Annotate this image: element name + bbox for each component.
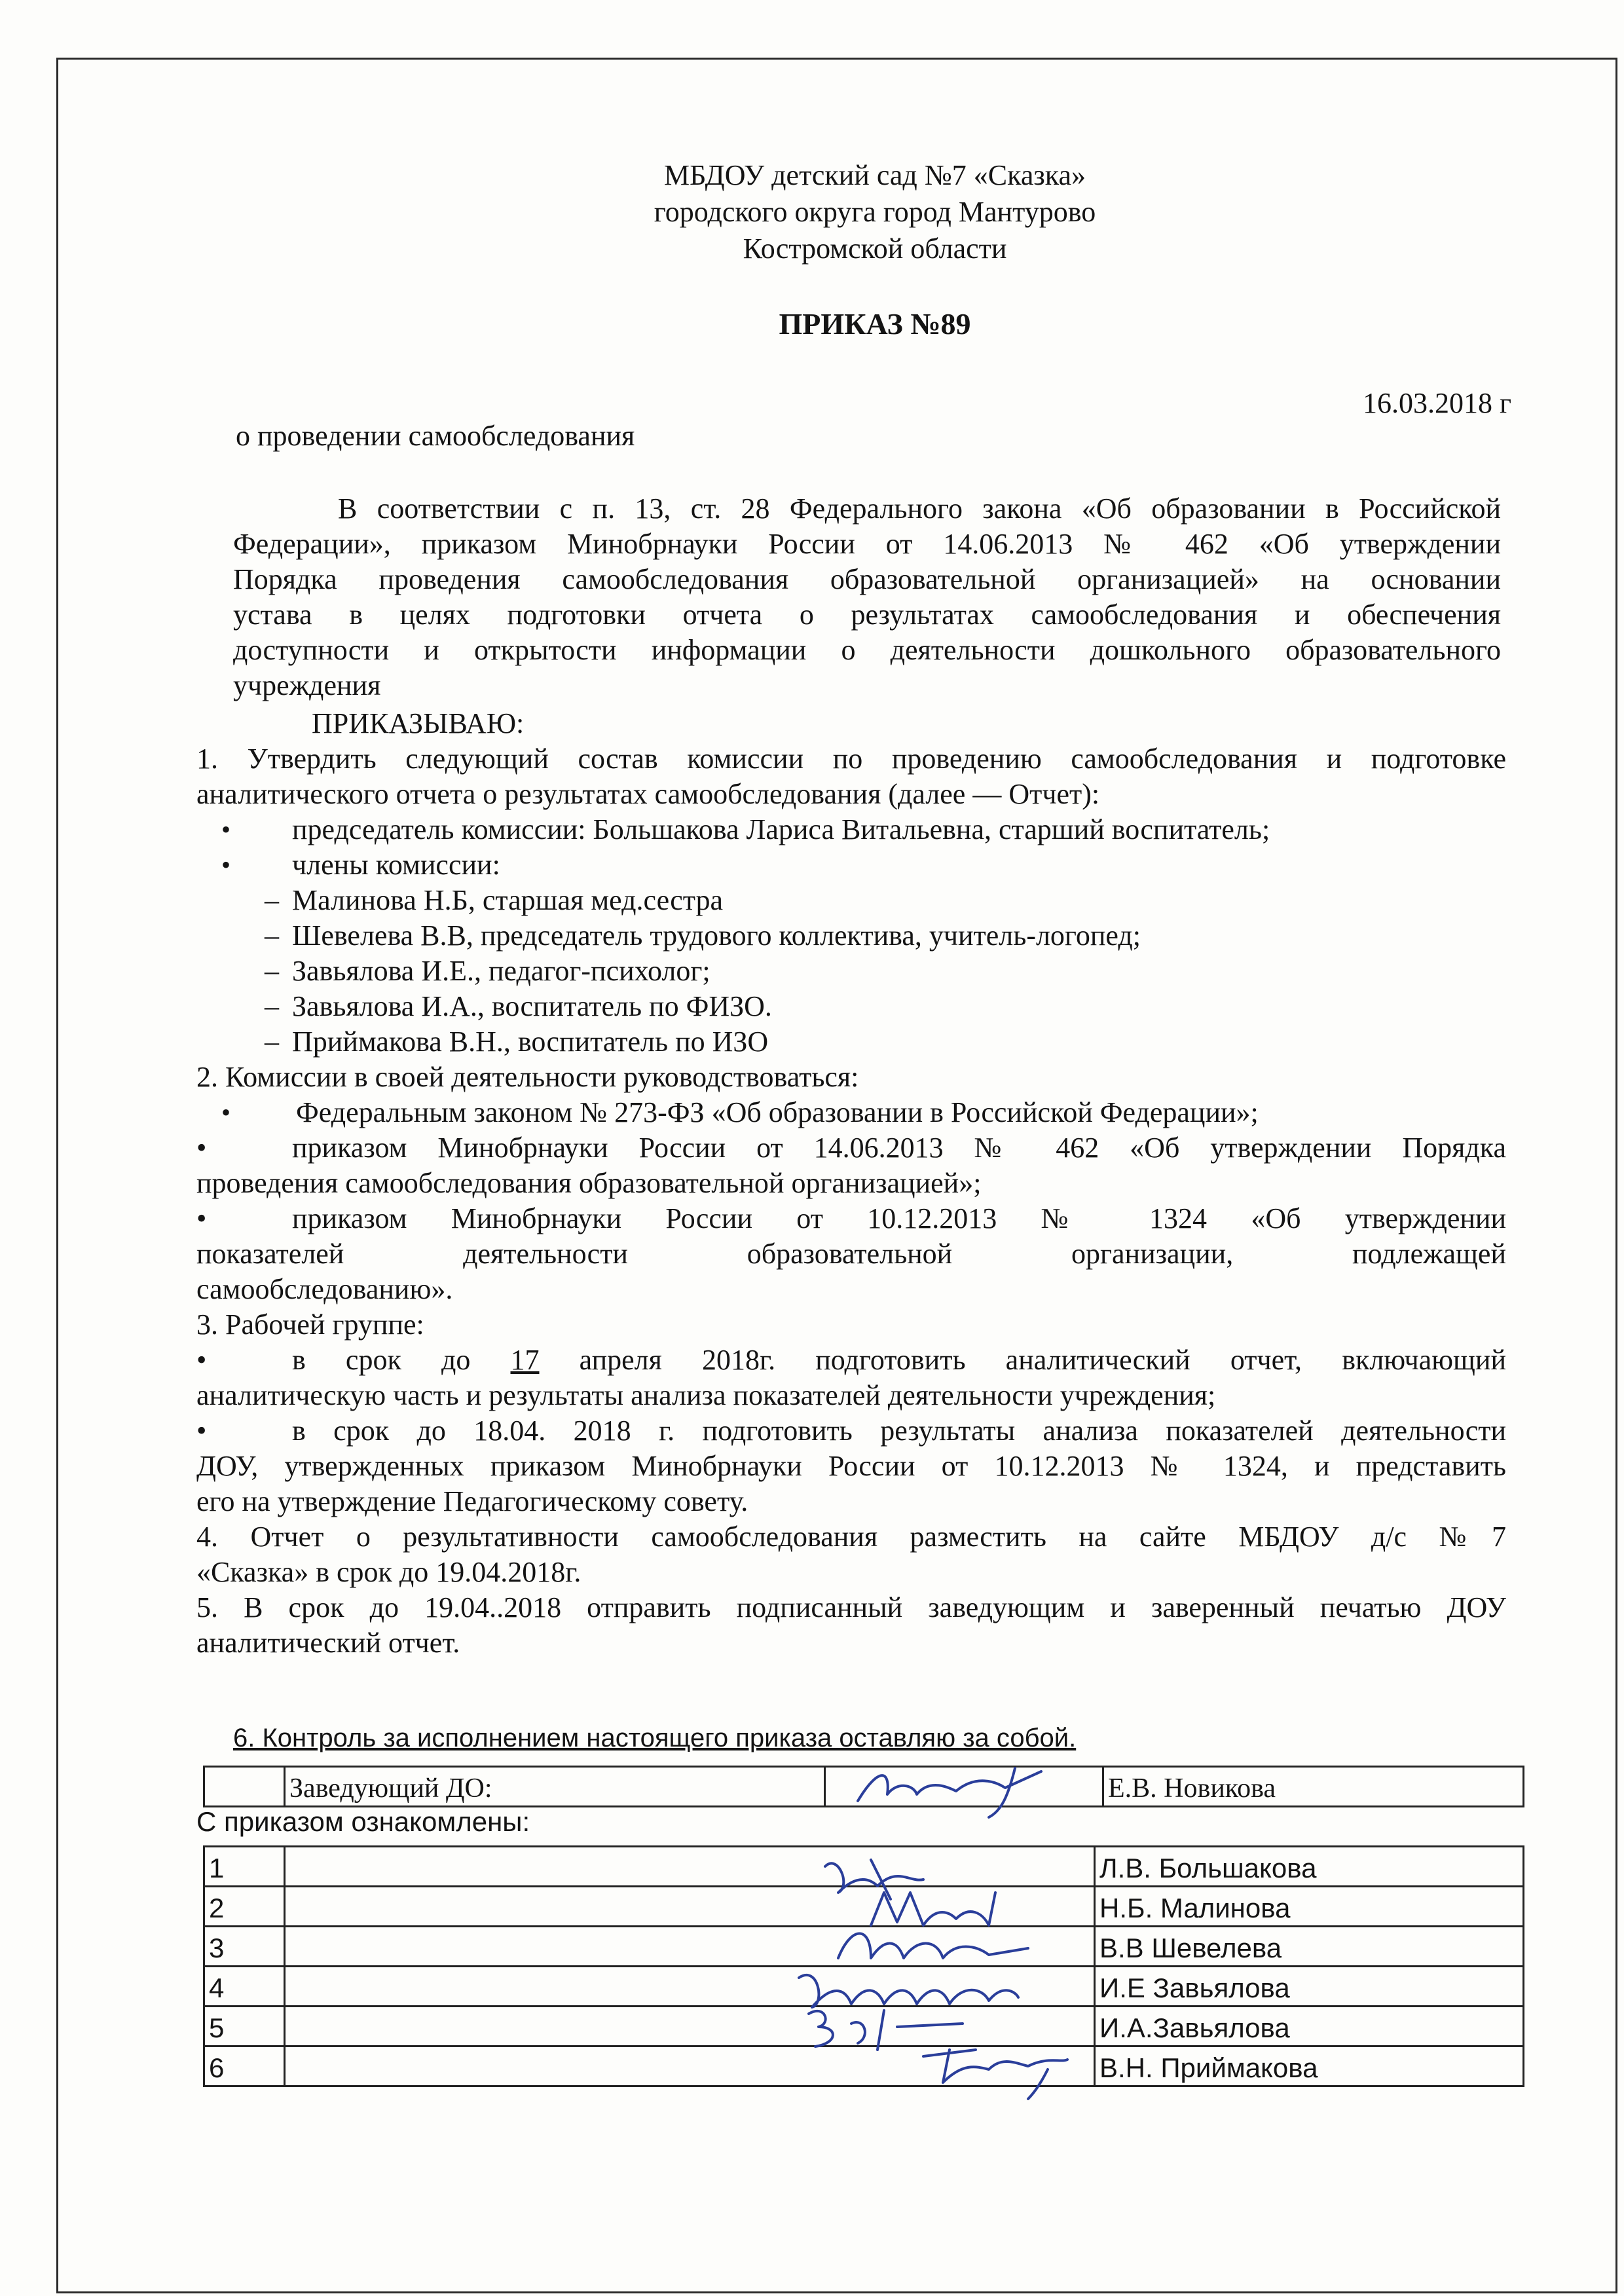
intro-line-4: устава в целях подготовки отчета о результатах самообследования и обеспечения: [233, 599, 1501, 631]
bullet-icon: •: [196, 1202, 207, 1234]
dash-icon: –: [265, 990, 279, 1022]
item2-bullet-1: [196, 1095, 1506, 1130]
item6-text: 6. Контроль за исполнением настоящего приказа оставляю за собой.: [233, 1724, 1077, 1752]
employee-name: Н.Б. Малинова: [1095, 1887, 1524, 1927]
item2-bullet-2-line-1: [196, 1130, 1506, 1166]
bullet-icon: •: [221, 1098, 231, 1127]
employee-name: И.А.Завьялова: [1095, 2007, 1524, 2046]
item3-bullet-1-line-1: [196, 1342, 1506, 1378]
chair-item: [196, 812, 1506, 847]
employee-name: В.Н. Приймакова: [1095, 2046, 1524, 2086]
item3-b1-day: 17: [510, 1344, 540, 1376]
header-line-2: городского округа город Мантурово: [654, 196, 1096, 228]
item3-b2-text: в срок до 18.04. 2018 г. подготовить результаты анализа показателей деятельности: [292, 1415, 1506, 1447]
item4-line-1: 4. Отчет о результативности самообследования разместить на сайте МБДОУ д/с №7: [196, 1521, 1506, 1553]
table-row: [204, 1927, 1524, 1967]
item3-b1-post: апреля 2018г. подготовить аналитический отчет, включающий: [579, 1344, 1507, 1376]
acquainted-table: [203, 1845, 1524, 2087]
intro-line-1: В соответствии с п. 13, ст. 28 Федерального закона «Об образовании в Российской: [338, 492, 1501, 525]
table-row: [204, 2046, 1524, 2086]
chair-text: председатель комиссии: Большакова Лариса Витальевна, старший воспитатель;: [292, 813, 1270, 845]
table-row: [204, 2007, 1524, 2046]
table-row: [204, 1967, 1524, 2007]
order-items: [196, 706, 1506, 1661]
head-name: Е.В. Новикова: [1103, 1767, 1524, 1807]
member-item: [196, 989, 1506, 1024]
order-date: 16.03.2018 г: [1362, 387, 1511, 419]
employee-name: И.Е Завьялова: [1095, 1967, 1524, 2007]
item2-bullet-2-text: приказом Минобрнауки России от 14.06.2013 № 462 «Об утверждении Порядка: [292, 1132, 1506, 1164]
signature-cell: [285, 1967, 1095, 2007]
item3-bullet-1-line-2: аналитическую часть и результаты анализа показателей деятельности учреждения;: [196, 1379, 1216, 1411]
dash-icon: –: [265, 955, 279, 987]
member-item: [196, 918, 1506, 954]
item3-bullet-2-line-1: [196, 1413, 1506, 1449]
signature-cell: [285, 1847, 1095, 1887]
item1-line-1: 1. Утвердить следующий состав комиссии по проведению самообследования и подготовке: [196, 743, 1506, 775]
order-title: ПРИКАЗ №89: [779, 307, 971, 341]
item2-bullet-1-text: Федеральным законом № 273-ФЗ «Об образовании в Российской Федерации»;: [296, 1096, 1259, 1128]
intro-line-2: Федерации», приказом Минобрнауки России от 14.06.2013 № 462 «Об утверждении: [233, 528, 1501, 560]
item3-b1-pre: в срок до: [292, 1344, 471, 1376]
signature-cell: [285, 1887, 1095, 1927]
member-item: [196, 1024, 1506, 1060]
row-number: 3: [204, 1927, 285, 1967]
table-row: [204, 1887, 1524, 1927]
employee-name: В.В Шевелева: [1095, 1927, 1524, 1967]
head-signature-table: [203, 1766, 1524, 1807]
row-number: 4: [204, 1967, 285, 2007]
item2-text: 2. Комиссии в своей деятельности руководствоваться:: [196, 1061, 859, 1093]
row-number: 1: [204, 1847, 285, 1887]
header-line-1: МБДОУ детский сад №7 «Сказка»: [663, 159, 1086, 191]
employee-name: Л.В. Большакова: [1095, 1847, 1524, 1887]
item5-line-1: 5. В срок до 19.04..2018 отправить подписанный заведующим и заверенный печатью ДОУ: [196, 1591, 1506, 1623]
item1-line-2: аналитического отчета о результатах самообследования (далее — Отчет):: [196, 778, 1100, 810]
intro-line-3: Порядка проведения самообследования образовательной организацией» на основании: [233, 563, 1501, 595]
row-number: 2: [204, 1887, 285, 1927]
item5-line-2: аналитический отчет.: [196, 1627, 460, 1659]
item3-bullet-2-line-3: его на утверждение Педагогическому совету.: [196, 1485, 748, 1517]
bullet-icon: •: [196, 1132, 207, 1164]
acquainted-label: С приказом ознакомлены:: [196, 1806, 530, 1837]
item2-bullet-3-line-1: [196, 1201, 1506, 1236]
head-signature-cell: [825, 1767, 1103, 1807]
order-word: ПРИКАЗЫВАЮ:: [312, 707, 525, 739]
dash-icon: –: [265, 919, 279, 952]
member-item: [196, 883, 1506, 918]
dash-icon: –: [265, 1026, 279, 1058]
signature-cell: [285, 2007, 1095, 2046]
member-text: Малинова Н.Б, старшая мед.сестра: [292, 884, 724, 916]
item4-line-2: «Сказка» в срок до 19.04.2018г.: [196, 1556, 581, 1588]
member-text: Шевелева В.В, председатель трудового коллектива, учитель-логопед;: [292, 919, 1141, 952]
item2-bullet-2-line-2: проведения самообследования образовательной организацией»;: [196, 1167, 982, 1199]
members-label: члены комиссии:: [292, 849, 500, 881]
members-label-item: [196, 847, 1506, 883]
order-body: [233, 491, 1501, 703]
item2-bullet-3-text: приказом Минобрнауки России от 10.12.2013 № 1324 «Об утверждении: [292, 1202, 1506, 1234]
bullet-icon: •: [196, 1415, 207, 1447]
empty-cell: [204, 1767, 285, 1807]
bullet-icon: •: [221, 850, 231, 880]
header-line-3: Костромской области: [743, 232, 1007, 265]
table-row: [204, 1847, 1524, 1887]
item3-bullet-2-line-2: ДОУ, утвержденных приказом Минобрнауки России от 10.12.2013 № 1324, и представить: [196, 1450, 1506, 1482]
signature-cell: [285, 1927, 1095, 1967]
signature-cell: [285, 2046, 1095, 2086]
member-item: [196, 954, 1506, 989]
item2-bullet-3-line-2: показателей деятельности образовательной организации, подлежащей: [196, 1238, 1506, 1270]
row-number: 5: [204, 2007, 285, 2046]
bullet-icon: •: [221, 815, 231, 844]
item2-bullet-3-line-3: самообследованию».: [196, 1273, 453, 1305]
order-subject: о проведении самообследования: [236, 420, 635, 452]
item3-text: 3. Рабочей группе:: [196, 1308, 424, 1341]
table-row: [204, 1767, 1524, 1807]
dash-icon: –: [265, 884, 279, 916]
intro-line-5: доступности и открытости информации о деятельности дошкольного образовательного: [233, 634, 1501, 666]
member-text: Завьялова И.А., воспитатель по ФИЗО.: [292, 990, 772, 1022]
member-text: Приймакова В.Н., воспитатель по ИЗО: [292, 1026, 769, 1058]
institution-header: [0, 157, 1624, 267]
intro-line-6: учреждения: [233, 669, 381, 701]
bullet-icon: •: [196, 1344, 207, 1376]
row-number: 6: [204, 2046, 285, 2086]
head-position: Заведующий ДО:: [285, 1767, 825, 1807]
member-text: Завьялова И.Е., педагог-психолог;: [292, 955, 710, 987]
